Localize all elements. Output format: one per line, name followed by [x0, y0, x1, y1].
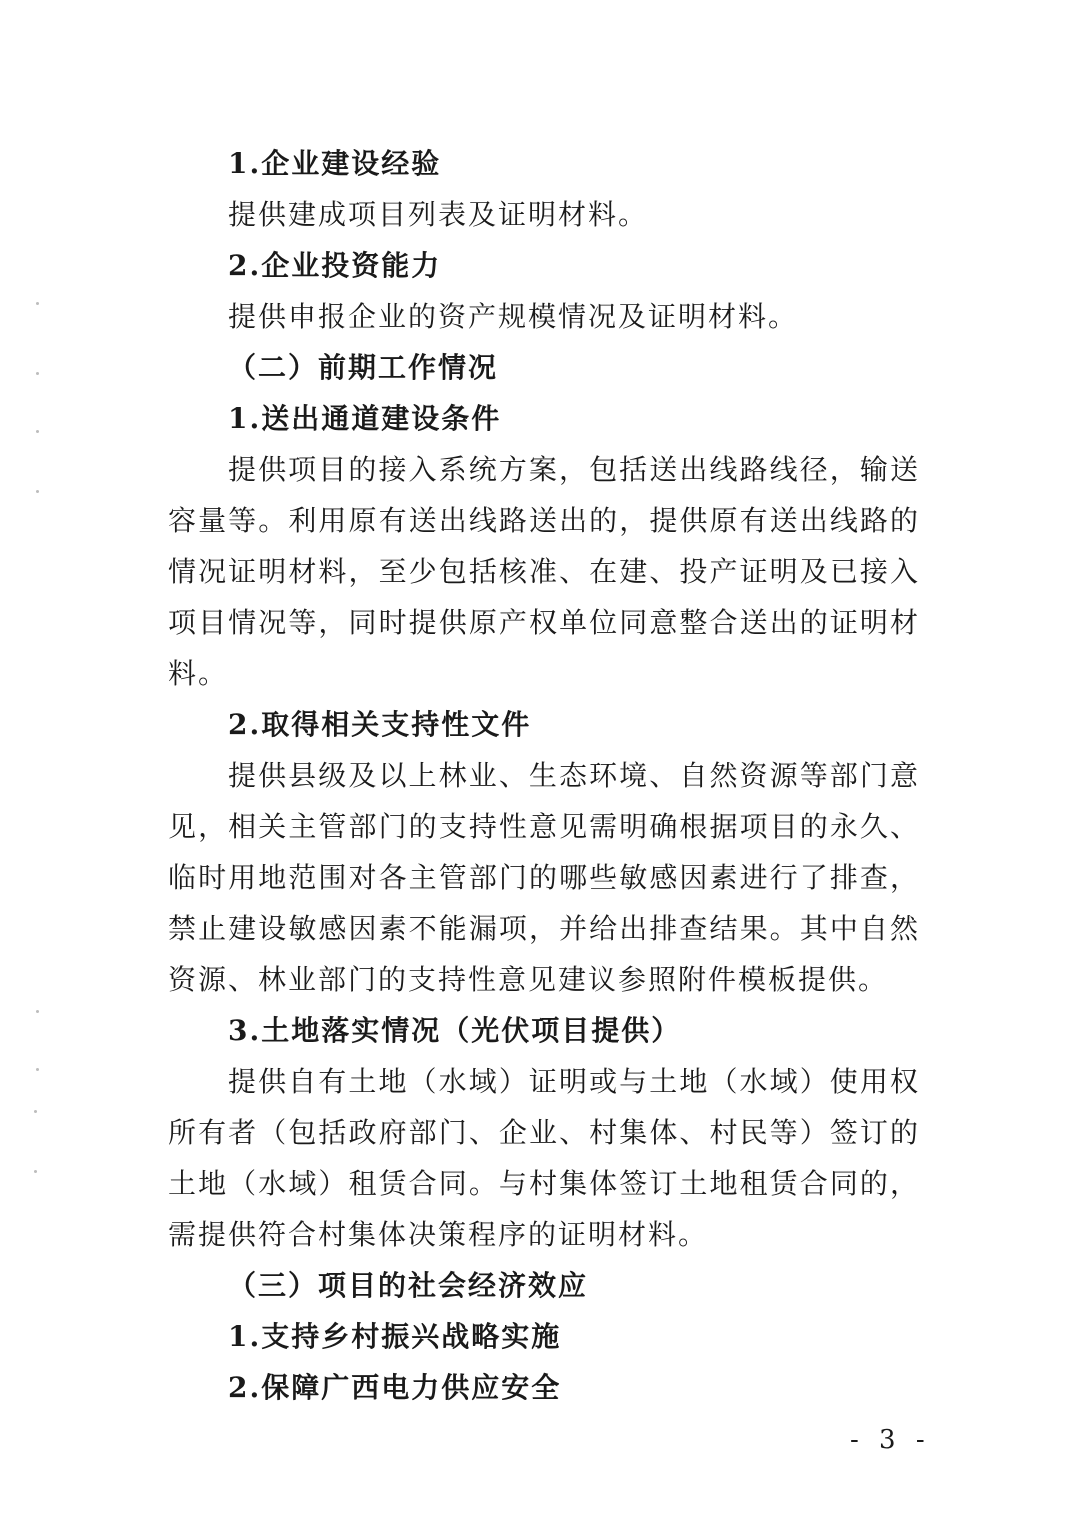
paragraph: 提供自有土地（水域）证明或与土地（水域）使用权所有者（包括政府部门、企业、村集体、村民等）签订的土地（水域）租赁合同。与村集体签订土地租赁合同的，需提供符合村集体决策程序的证明材料。	[168, 1065, 920, 1251]
item-heading: 1.送出通道建设条件	[228, 402, 502, 435]
scan-mark	[36, 1010, 39, 1013]
section-heading: （三）项目的社会经济效应	[228, 1269, 589, 1302]
scan-mark	[36, 1068, 39, 1071]
item-heading: 2.企业投资能力	[228, 249, 442, 282]
scan-mark	[36, 372, 39, 375]
paragraph: 提供项目的接入系统方案，包括送出线路线径，输送容量等。利用原有送出线路送出的，提供原有送出线路的情况证明材料，至少包括核准、在建、投产证明及已接入项目情况等，同时提供原产权单位同意整合送出的证明材料。	[168, 453, 920, 690]
scan-mark	[34, 1170, 37, 1173]
paragraph: 提供申报企业的资产规模情况及证明材料。	[228, 300, 799, 333]
item-heading: 3.土地落实情况（光伏项目提供）	[228, 1014, 682, 1047]
scan-mark	[36, 302, 39, 305]
scan-mark	[36, 430, 39, 433]
paragraph: 提供县级及以上林业、生态环境、自然资源等部门意见，相关主管部门的支持性意见需明确根据项目的永久、临时用地范围对各主管部门的哪些敏感因素进行了排查，禁止建设敏感因素不能漏项，并给出排查结果。其中自然资源、林业部门的支持性意见建议参照附件模板提供。	[168, 759, 920, 996]
section-heading: （二）前期工作情况	[228, 351, 499, 384]
document-body	[168, 138, 920, 1413]
item-heading: 1.企业建设经验	[228, 147, 442, 180]
item-heading: 2.取得相关支持性文件	[228, 708, 532, 741]
paragraph: 提供建成项目列表及证明材料。	[228, 198, 649, 231]
scan-mark	[36, 490, 39, 493]
item-heading: 2.保障广西电力供应安全	[228, 1371, 562, 1404]
item-heading: 1.支持乡村振兴战略实施	[228, 1320, 562, 1353]
scan-mark	[34, 1110, 37, 1113]
page-number: - 3 -	[850, 1425, 931, 1455]
